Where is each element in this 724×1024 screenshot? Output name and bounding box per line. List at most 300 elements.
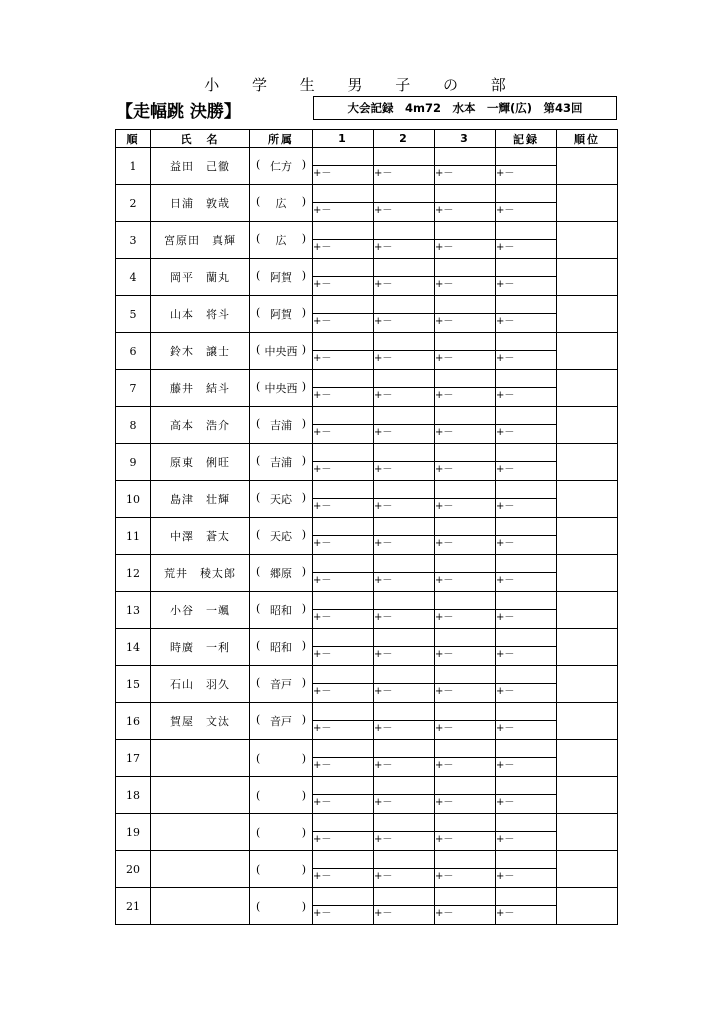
trial-3-distance-cell[interactable]	[435, 296, 496, 314]
affiliation-close-paren: )	[301, 565, 306, 578]
trial-1-wind-cell[interactable]: +－	[313, 240, 374, 259]
trial-3-wind-cell[interactable]: +－	[435, 425, 496, 444]
table-row	[116, 555, 618, 573]
trial-3-wind-cell[interactable]: +－	[435, 277, 496, 296]
affiliation-open-paren: (	[256, 713, 261, 726]
athlete-number: 20	[116, 851, 151, 888]
trial-2-wind-cell[interactable]: +－	[374, 499, 435, 518]
trial-1-wind-cell[interactable]: +－	[313, 573, 374, 592]
affiliation-open-paren: (	[256, 417, 261, 430]
rank-cell[interactable]	[557, 444, 618, 481]
trial-1-distance-cell[interactable]	[313, 148, 374, 166]
trial-2-distance-cell[interactable]	[374, 259, 435, 277]
trial-2-distance-cell[interactable]	[374, 370, 435, 388]
athlete-affiliation	[250, 518, 313, 555]
record-distance-cell[interactable]	[496, 703, 557, 721]
trial-2-wind-cell[interactable]: +－	[374, 462, 435, 481]
trial-3-distance-cell[interactable]	[435, 592, 496, 610]
trial-3-distance-cell[interactable]	[435, 407, 496, 425]
trial-1-distance-cell[interactable]	[313, 370, 374, 388]
affiliation-label: 天応	[270, 530, 292, 543]
athlete-affiliation	[250, 888, 313, 925]
trial-1-wind-cell[interactable]: +－	[313, 758, 374, 777]
trial-1-distance-cell[interactable]	[313, 851, 374, 869]
affiliation-close-paren: )	[301, 899, 306, 913]
athlete-affiliation	[250, 851, 313, 888]
trial-1-distance-cell[interactable]	[313, 740, 374, 758]
trial-1-distance-cell[interactable]	[313, 407, 374, 425]
record-wind-cell[interactable]: +－	[496, 573, 557, 592]
trial-1-wind-cell[interactable]: +－	[313, 536, 374, 555]
trial-2-wind-cell[interactable]: +－	[374, 906, 435, 925]
trial-2-distance-cell[interactable]	[374, 851, 435, 869]
athlete-affiliation	[250, 592, 313, 629]
record-distance-cell[interactable]	[496, 629, 557, 647]
athlete-name: 荒井 稜太郎	[151, 555, 250, 592]
athlete-name: 時廣 一利	[151, 629, 250, 666]
athlete-affiliation	[250, 296, 313, 333]
affiliation-open-paren: (	[256, 862, 261, 876]
col-header-trial-1: 1	[313, 130, 374, 148]
trial-3-wind-cell[interactable]: +－	[435, 462, 496, 481]
trial-1-distance-cell[interactable]	[313, 481, 374, 499]
trial-2-distance-cell[interactable]	[374, 222, 435, 240]
trial-2-distance-cell[interactable]	[374, 518, 435, 536]
trial-3-wind-cell[interactable]: +－	[435, 647, 496, 666]
trial-3-wind-cell[interactable]: +－	[435, 758, 496, 777]
rank-cell[interactable]	[557, 814, 618, 851]
trial-3-wind-cell[interactable]: +－	[435, 869, 496, 888]
trial-3-distance-cell[interactable]	[435, 777, 496, 795]
affiliation-wrapper	[250, 713, 312, 729]
trial-2-distance-cell[interactable]	[374, 407, 435, 425]
rank-cell[interactable]	[557, 740, 618, 777]
affiliation-wrapper	[250, 528, 312, 544]
athlete-number: 1	[116, 148, 151, 185]
record-distance-cell[interactable]	[496, 185, 557, 203]
trial-2-distance-cell[interactable]	[374, 814, 435, 832]
affiliation-close-paren: )	[301, 306, 306, 319]
athlete-name: 島津 壮輝	[151, 481, 250, 518]
affiliation-open-paren: (	[256, 788, 261, 802]
record-wind-cell[interactable]: +－	[496, 166, 557, 185]
trial-1-distance-cell[interactable]	[313, 888, 374, 906]
athlete-number: 9	[116, 444, 151, 481]
table-row	[116, 592, 618, 610]
affiliation-close-paren: )	[301, 454, 306, 467]
affiliation-wrapper	[250, 343, 312, 359]
record-distance-cell[interactable]	[496, 148, 557, 166]
record-wind-cell[interactable]: +－	[496, 684, 557, 703]
trial-3-distance-cell[interactable]	[435, 555, 496, 573]
affiliation-wrapper	[250, 195, 312, 211]
trial-2-distance-cell[interactable]	[374, 592, 435, 610]
trial-2-distance-cell[interactable]	[374, 740, 435, 758]
record-distance-cell[interactable]	[496, 222, 557, 240]
affiliation-wrapper	[250, 639, 312, 655]
trial-2-distance-cell[interactable]	[374, 703, 435, 721]
trial-1-wind-cell[interactable]: +－	[313, 684, 374, 703]
record-distance-cell[interactable]	[496, 259, 557, 277]
trial-3-wind-cell[interactable]: +－	[435, 203, 496, 222]
trial-2-wind-cell[interactable]: +－	[374, 610, 435, 629]
athlete-affiliation	[250, 481, 313, 518]
affiliation-label: 阿賀	[270, 308, 292, 321]
trial-2-wind-cell[interactable]: +－	[374, 388, 435, 407]
athlete-number: 12	[116, 555, 151, 592]
affiliation-wrapper	[250, 565, 312, 581]
affiliation-wrapper	[250, 789, 312, 802]
trial-2-distance-cell[interactable]	[374, 555, 435, 573]
affiliation-wrapper	[250, 826, 312, 839]
athlete-affiliation	[250, 148, 313, 185]
record-wind-cell[interactable]: +－	[496, 869, 557, 888]
meet-record-box: 大会記録 4m72 水本 一輝(広) 第43回	[313, 96, 617, 120]
trial-3-wind-cell[interactable]: +－	[435, 573, 496, 592]
athlete-name	[151, 777, 250, 814]
col-header-rank: 順位	[557, 130, 618, 148]
trial-3-wind-cell[interactable]: +－	[435, 610, 496, 629]
trial-3-distance-cell[interactable]	[435, 518, 496, 536]
affiliation-open-paren: (	[256, 528, 261, 541]
record-wind-cell[interactable]: +－	[496, 314, 557, 333]
rank-cell[interactable]	[557, 518, 618, 555]
rank-cell[interactable]	[557, 703, 618, 740]
rank-cell[interactable]	[557, 407, 618, 444]
athlete-number: 15	[116, 666, 151, 703]
trial-1-wind-cell[interactable]: +－	[313, 795, 374, 814]
affiliation-wrapper	[250, 269, 312, 285]
rank-cell[interactable]	[557, 555, 618, 592]
affiliation-label: 中央西	[264, 345, 298, 358]
trial-1-wind-cell[interactable]: +－	[313, 499, 374, 518]
record-distance-cell[interactable]	[496, 296, 557, 314]
affiliation-wrapper	[250, 454, 312, 470]
trial-1-wind-cell[interactable]: +－	[313, 388, 374, 407]
affiliation-open-paren: (	[256, 232, 261, 245]
trial-3-wind-cell[interactable]: +－	[435, 684, 496, 703]
trial-1-wind-cell[interactable]: +－	[313, 166, 374, 185]
trial-2-wind-cell[interactable]: +－	[374, 832, 435, 851]
table-row	[116, 851, 618, 869]
affiliation-label: 吉浦	[270, 419, 292, 432]
record-wind-cell[interactable]: +－	[496, 203, 557, 222]
table-row	[116, 333, 618, 351]
affiliation-wrapper	[250, 380, 312, 396]
rank-cell[interactable]	[557, 296, 618, 333]
header-row	[116, 130, 618, 148]
trial-1-distance-cell[interactable]	[313, 222, 374, 240]
athlete-name	[151, 888, 250, 925]
rank-cell[interactable]	[557, 629, 618, 666]
record-wind-cell[interactable]: +－	[496, 721, 557, 740]
trial-1-distance-cell[interactable]	[313, 777, 374, 795]
col-header-name: 氏 名	[151, 130, 250, 148]
affiliation-close-paren: )	[301, 232, 306, 245]
trial-1-distance-cell[interactable]	[313, 296, 374, 314]
trial-1-wind-cell[interactable]: +－	[313, 832, 374, 851]
table-row	[116, 666, 618, 684]
table-row	[116, 148, 618, 166]
trial-3-distance-cell[interactable]	[435, 740, 496, 758]
trial-3-wind-cell[interactable]: +－	[435, 536, 496, 555]
trial-3-wind-cell[interactable]: +－	[435, 166, 496, 185]
trial-2-wind-cell[interactable]: +－	[374, 166, 435, 185]
trial-2-wind-cell[interactable]: +－	[374, 351, 435, 370]
trial-1-distance-cell[interactable]	[313, 666, 374, 684]
trial-2-distance-cell[interactable]	[374, 148, 435, 166]
trial-2-wind-cell[interactable]: +－	[374, 684, 435, 703]
record-wind-cell[interactable]: +－	[496, 240, 557, 259]
athlete-number: 14	[116, 629, 151, 666]
trial-2-distance-cell[interactable]	[374, 333, 435, 351]
affiliation-open-paren: (	[256, 380, 261, 393]
record-wind-cell[interactable]: +－	[496, 499, 557, 518]
trial-2-distance-cell[interactable]	[374, 444, 435, 462]
rank-cell[interactable]	[557, 851, 618, 888]
record-distance-cell[interactable]	[496, 518, 557, 536]
trial-2-wind-cell[interactable]: +－	[374, 573, 435, 592]
affiliation-label: 中央西	[264, 382, 298, 395]
trial-1-wind-cell[interactable]: +－	[313, 351, 374, 370]
trial-3-distance-cell[interactable]	[435, 703, 496, 721]
event-title: 【走幅跳 決勝】	[116, 102, 241, 122]
record-wind-cell[interactable]: +－	[496, 647, 557, 666]
rank-cell[interactable]	[557, 592, 618, 629]
athlete-number: 5	[116, 296, 151, 333]
trial-3-wind-cell[interactable]: +－	[435, 906, 496, 925]
trial-1-wind-cell[interactable]: +－	[313, 610, 374, 629]
trial-2-wind-cell[interactable]: +－	[374, 869, 435, 888]
results-body	[116, 148, 618, 925]
athlete-number: 21	[116, 888, 151, 925]
record-wind-cell[interactable]: +－	[496, 351, 557, 370]
trial-1-wind-cell[interactable]: +－	[313, 277, 374, 296]
trial-1-wind-cell[interactable]: +－	[313, 869, 374, 888]
trial-3-wind-cell[interactable]: +－	[435, 795, 496, 814]
trial-2-distance-cell[interactable]	[374, 777, 435, 795]
table-row	[116, 518, 618, 536]
trial-2-distance-cell[interactable]	[374, 666, 435, 684]
affiliation-open-paren: (	[256, 676, 261, 689]
trial-3-wind-cell[interactable]: +－	[435, 499, 496, 518]
trial-1-wind-cell[interactable]: +－	[313, 721, 374, 740]
athlete-number: 8	[116, 407, 151, 444]
trial-3-distance-cell[interactable]	[435, 444, 496, 462]
affiliation-open-paren: (	[256, 565, 261, 578]
record-wind-cell[interactable]: +－	[496, 462, 557, 481]
record-distance-cell[interactable]	[496, 777, 557, 795]
athlete-affiliation	[250, 333, 313, 370]
athlete-name: 鈴木 譲士	[151, 333, 250, 370]
trial-1-distance-cell[interactable]	[313, 185, 374, 203]
affiliation-label: 昭和	[270, 641, 292, 654]
trial-1-wind-cell[interactable]: +－	[313, 203, 374, 222]
record-wind-cell[interactable]: +－	[496, 832, 557, 851]
record-distance-cell[interactable]	[496, 370, 557, 388]
rank-cell[interactable]	[557, 148, 618, 185]
athlete-name: 山本 将斗	[151, 296, 250, 333]
table-row	[116, 777, 618, 795]
trial-3-distance-cell[interactable]	[435, 888, 496, 906]
trial-3-wind-cell[interactable]: +－	[435, 351, 496, 370]
trial-3-distance-cell[interactable]	[435, 370, 496, 388]
table-row	[116, 814, 618, 832]
rank-cell[interactable]	[557, 259, 618, 296]
record-wind-cell[interactable]: +－	[496, 758, 557, 777]
trial-2-wind-cell[interactable]: +－	[374, 536, 435, 555]
trial-2-distance-cell[interactable]	[374, 629, 435, 647]
trial-3-distance-cell[interactable]	[435, 629, 496, 647]
affiliation-close-paren: )	[301, 380, 306, 393]
trial-1-distance-cell[interactable]	[313, 592, 374, 610]
affiliation-open-paren: (	[256, 825, 261, 839]
athlete-number: 17	[116, 740, 151, 777]
athlete-name: 藤井 結斗	[151, 370, 250, 407]
trial-2-wind-cell[interactable]: +－	[374, 277, 435, 296]
athlete-number: 19	[116, 814, 151, 851]
record-wind-cell[interactable]: +－	[496, 425, 557, 444]
trial-1-wind-cell[interactable]: +－	[313, 647, 374, 666]
record-wind-cell[interactable]: +－	[496, 388, 557, 407]
trial-3-distance-cell[interactable]	[435, 481, 496, 499]
trial-2-wind-cell[interactable]: +－	[374, 758, 435, 777]
trial-3-distance-cell[interactable]	[435, 333, 496, 351]
rank-cell[interactable]	[557, 666, 618, 703]
athlete-number: 4	[116, 259, 151, 296]
record-distance-cell[interactable]	[496, 407, 557, 425]
trial-3-distance-cell[interactable]	[435, 222, 496, 240]
trial-3-wind-cell[interactable]: +－	[435, 832, 496, 851]
rank-cell[interactable]	[557, 222, 618, 259]
record-distance-cell[interactable]	[496, 592, 557, 610]
col-header-trial-3: 3	[435, 130, 496, 148]
trial-1-wind-cell[interactable]: +－	[313, 906, 374, 925]
rank-cell[interactable]	[557, 370, 618, 407]
record-distance-cell[interactable]	[496, 814, 557, 832]
athlete-affiliation	[250, 185, 313, 222]
affiliation-open-paren: (	[256, 454, 261, 467]
trial-1-distance-cell[interactable]	[313, 555, 374, 573]
affiliation-wrapper	[250, 863, 312, 876]
record-wind-cell[interactable]: +－	[496, 906, 557, 925]
trial-1-distance-cell[interactable]	[313, 259, 374, 277]
trial-1-wind-cell[interactable]: +－	[313, 314, 374, 333]
athlete-name: 原東 俐旺	[151, 444, 250, 481]
record-distance-cell[interactable]	[496, 333, 557, 351]
trial-1-distance-cell[interactable]	[313, 629, 374, 647]
rank-cell[interactable]	[557, 185, 618, 222]
athlete-name: 岡平 蘭丸	[151, 259, 250, 296]
record-wind-cell[interactable]: +－	[496, 795, 557, 814]
trial-2-wind-cell[interactable]: +－	[374, 647, 435, 666]
affiliation-close-paren: )	[301, 491, 306, 504]
trial-3-wind-cell[interactable]: +－	[435, 240, 496, 259]
trial-3-wind-cell[interactable]: +－	[435, 721, 496, 740]
trial-1-distance-cell[interactable]	[313, 518, 374, 536]
affiliation-label: 音戸	[270, 715, 292, 728]
table-row	[116, 259, 618, 277]
athlete-number: 2	[116, 185, 151, 222]
affiliation-label: 吉浦	[270, 456, 292, 469]
trial-2-wind-cell[interactable]: +－	[374, 425, 435, 444]
rank-cell[interactable]	[557, 777, 618, 814]
affiliation-close-paren: )	[301, 862, 306, 876]
trial-3-distance-cell[interactable]	[435, 666, 496, 684]
trial-1-distance-cell[interactable]	[313, 333, 374, 351]
athlete-affiliation	[250, 629, 313, 666]
trial-2-wind-cell[interactable]: +－	[374, 795, 435, 814]
trial-2-distance-cell[interactable]	[374, 888, 435, 906]
trial-3-distance-cell[interactable]	[435, 148, 496, 166]
affiliation-open-paren: (	[256, 602, 261, 615]
trial-1-wind-cell[interactable]: +－	[313, 462, 374, 481]
trial-1-distance-cell[interactable]	[313, 703, 374, 721]
athlete-affiliation	[250, 222, 313, 259]
athlete-affiliation	[250, 666, 313, 703]
trial-3-distance-cell[interactable]	[435, 185, 496, 203]
record-distance-cell[interactable]	[496, 666, 557, 684]
affiliation-close-paren: )	[301, 343, 306, 356]
trial-2-distance-cell[interactable]	[374, 185, 435, 203]
trial-2-wind-cell[interactable]: +－	[374, 240, 435, 259]
affiliation-close-paren: )	[301, 639, 306, 652]
trial-3-distance-cell[interactable]	[435, 851, 496, 869]
affiliation-close-paren: )	[301, 713, 306, 726]
trial-3-wind-cell[interactable]: +－	[435, 388, 496, 407]
record-wind-cell[interactable]: +－	[496, 277, 557, 296]
record-distance-cell[interactable]	[496, 851, 557, 869]
rank-cell[interactable]	[557, 888, 618, 925]
record-distance-cell[interactable]	[496, 888, 557, 906]
affiliation-label: 広	[275, 197, 287, 210]
results-table	[115, 129, 618, 925]
trial-3-wind-cell[interactable]: +－	[435, 314, 496, 333]
affiliation-wrapper	[250, 232, 312, 248]
trial-2-distance-cell[interactable]	[374, 296, 435, 314]
table-row	[116, 703, 618, 721]
trial-1-distance-cell[interactable]	[313, 814, 374, 832]
trial-2-wind-cell[interactable]: +－	[374, 314, 435, 333]
table-row	[116, 407, 618, 425]
athlete-name: 小谷 一颯	[151, 592, 250, 629]
rank-cell[interactable]	[557, 333, 618, 370]
rank-cell[interactable]	[557, 481, 618, 518]
record-distance-cell[interactable]	[496, 444, 557, 462]
table-row	[116, 888, 618, 906]
trial-2-distance-cell[interactable]	[374, 481, 435, 499]
affiliation-wrapper	[250, 676, 312, 692]
record-wind-cell[interactable]: +－	[496, 536, 557, 555]
trial-2-wind-cell[interactable]: +－	[374, 721, 435, 740]
record-wind-cell[interactable]: +－	[496, 610, 557, 629]
table-row	[116, 185, 618, 203]
athlete-number: 16	[116, 703, 151, 740]
trial-3-distance-cell[interactable]	[435, 814, 496, 832]
affiliation-label: 仁方	[270, 160, 292, 173]
affiliation-label: 昭和	[270, 604, 292, 617]
athlete-name	[151, 851, 250, 888]
record-distance-cell[interactable]	[496, 481, 557, 499]
affiliation-open-paren: (	[256, 269, 261, 282]
trial-1-distance-cell[interactable]	[313, 444, 374, 462]
trial-1-wind-cell[interactable]: +－	[313, 425, 374, 444]
record-distance-cell[interactable]	[496, 740, 557, 758]
record-distance-cell[interactable]	[496, 555, 557, 573]
athlete-name: 益田 己徹	[151, 148, 250, 185]
trial-2-wind-cell[interactable]: +－	[374, 203, 435, 222]
trial-3-distance-cell[interactable]	[435, 259, 496, 277]
